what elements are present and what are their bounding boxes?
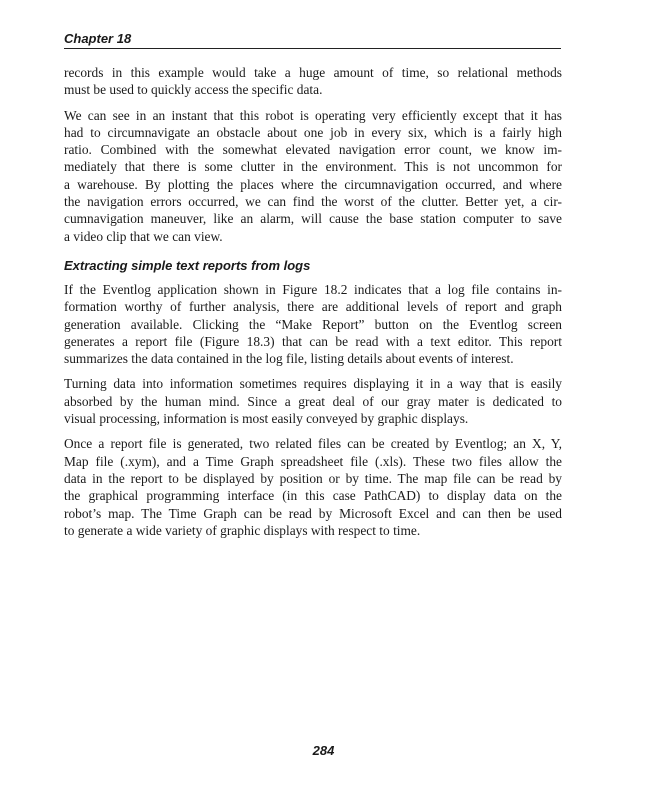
text-line: mediately that there is some clutter in the environment. This is not uncommon for [64, 159, 562, 175]
text-line: a video clip that we can view. [64, 228, 223, 244]
section-heading: Extracting simple text reports from logs [64, 257, 311, 273]
text-line: If the Eventlog application shown in Figure 18.2 indicates that a log file contains in- [64, 281, 562, 297]
paragraph-1 [64, 64, 562, 99]
text-line: the graphical programming interface (in this case PathCAD) to display data on the [64, 488, 562, 504]
page-body [64, 64, 562, 547]
paragraph-4 [64, 375, 562, 427]
text-line: the navigation errors occurred, we can find the worst of the clutter. Better yet, a cir- [64, 194, 562, 210]
text-line: absorbed by the human mind. Since a great deal of our gray mater is dedicated to [64, 393, 562, 409]
text-line: data in the report to be displayed by position or by time. The map file can be read by [64, 470, 562, 486]
text-line: generation available. Clicking the “Make Report” button on the Eventlog screen [64, 316, 562, 332]
text-line: visual processing, information is most easily conveyed by graphic displays. [64, 411, 469, 427]
text-line: generates a report file (Figure 18.3) that can be read with a text editor. This report [64, 333, 562, 349]
text-line: cumnavigation maneuver, like an alarm, will cause the base station computer to save [64, 211, 562, 227]
chapter-label: Chapter 18 [64, 31, 132, 46]
page-number: 284 [312, 743, 335, 758]
text-line: robot’s map. The Time Graph can be read by Microsoft Excel and can then be used [64, 505, 562, 521]
paragraph-3 [64, 281, 562, 367]
text-line: records in this example would take a huge amount of time, so relational methods [64, 65, 562, 80]
text-line: We can see in an instant that this robot is operating very efficiently except that it has [64, 107, 562, 123]
paragraph-2 [64, 107, 562, 245]
text-line: had to circumnavigate an obstacle about one job in every six, which is a fairly high [64, 124, 562, 140]
text-line: a warehouse. By plotting the places where the circumnavigation occurred, and where [64, 176, 562, 192]
text-line: summarizes the data contained in the log file, listing details about events of interest. [64, 351, 514, 367]
text-line: must be used to quickly access the specific data. [64, 82, 323, 98]
text-line: Once a report file is generated, two related files can be created by Eventlog; an X, Y, [64, 436, 562, 452]
text-line: to generate a wide variety of graphic displays with respect to time. [64, 522, 421, 538]
text-line: Turning data into information sometimes requires displaying it in a way that is easily [64, 376, 562, 392]
text-line: ratio. Combined with the somewhat elevated navigation error count, we know im- [64, 142, 562, 158]
text-line: formation worthy of further analysis, there are additional levels of report and graph [64, 299, 562, 315]
page-header [64, 31, 561, 49]
text-line: Map file (.xym), and a Time Graph spreadsheet file (.xls). These two files allow the [64, 453, 562, 469]
paragraph-5 [64, 435, 562, 539]
